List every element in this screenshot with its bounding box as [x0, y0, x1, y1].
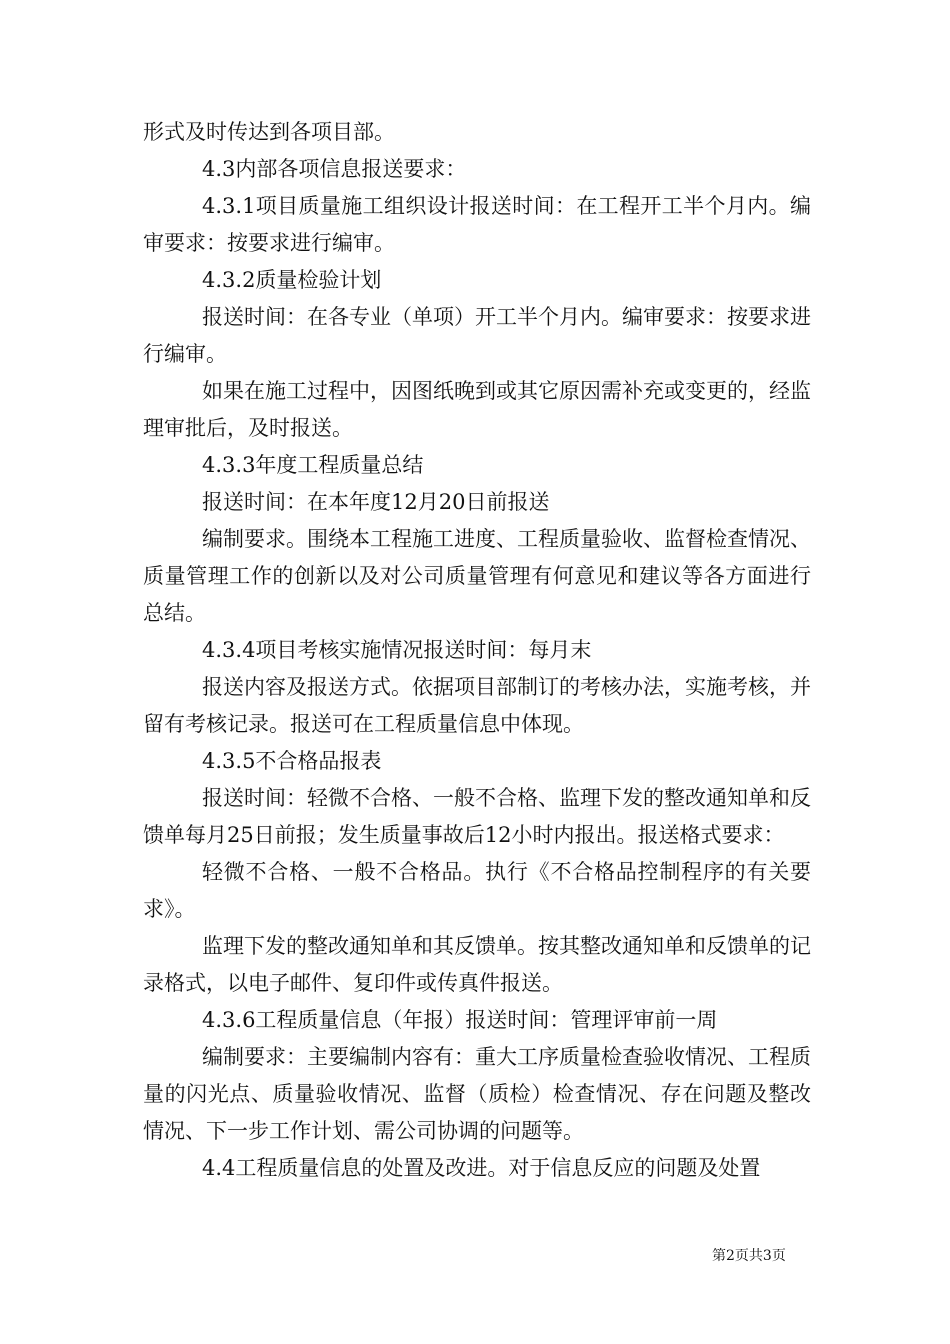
page-number: 第2页共3页: [712, 1248, 786, 1264]
paragraph: 报送内容及报送方式。依据项目部制订的考核办法，实施考核，并留有考核记录。报送可在工程质量信息中体现。: [143, 675, 811, 736]
paragraph: 报送时间：在各专业（单项）开工半个月内。编审要求：按要求进行编审。: [143, 305, 811, 366]
paragraph: 4.4工程质量信息的处置及改进。对于信息反应的问题及处置: [202, 1156, 761, 1180]
paragraph: 如果在施工过程中，因图纸晚到或其它原因需补充或变更的，经监理审批后，及时报送。: [143, 379, 811, 440]
paragraph: 编制要求：主要编制内容有：重大工序质量检查验收情况、工程质量的闪光点、质量验收情况、监督（质检）检查情况、存在问题及整改情况、下一步工作计划、需公司协调的问题等。: [143, 1045, 811, 1143]
paragraph: 报送时间：在本年度12月20日前报送: [202, 490, 550, 514]
paragraph: 形式及时传达到各项目部。: [143, 120, 395, 144]
paragraph: 报送时间：轻微不合格、一般不合格、监理下发的整改通知单和反馈单每月25日前报；发生质量事故后12小时内报出。报送格式要求：: [143, 786, 811, 847]
paragraph: 编制要求。围绕本工程施工进度、工程质量验收、监督检查情况、质量管理工作的创新以及对公司质量管理有何意见和建议等各方面进行总结。: [143, 527, 811, 625]
paragraph: 监理下发的整改通知单和其反馈单。按其整改通知单和反馈单的记录格式，以电子邮件、复印件或传真件报送。: [143, 934, 811, 995]
section-heading: 4.3.4项目考核实施情况报送时间：每月末: [202, 638, 592, 662]
section-heading: 4.3.6工程质量信息（年报）报送时间：管理评审前一周: [202, 1008, 718, 1032]
section-heading: 4.3内部各项信息报送要求：: [202, 157, 467, 181]
section-heading: 4.3.2质量检验计划: [202, 268, 382, 292]
document-body: [143, 114, 811, 1187]
paragraph: 4.3.1项目质量施工组织设计报送时间：在工程开工半个月内。编审要求：按要求进行编审。: [143, 194, 811, 255]
section-heading: 4.3.5不合格品报表: [202, 749, 382, 773]
section-heading: 4.3.3年度工程质量总结: [202, 453, 424, 477]
paragraph: 轻微不合格、一般不合格品。执行《不合格品控制程序的有关要求》。: [143, 860, 811, 921]
